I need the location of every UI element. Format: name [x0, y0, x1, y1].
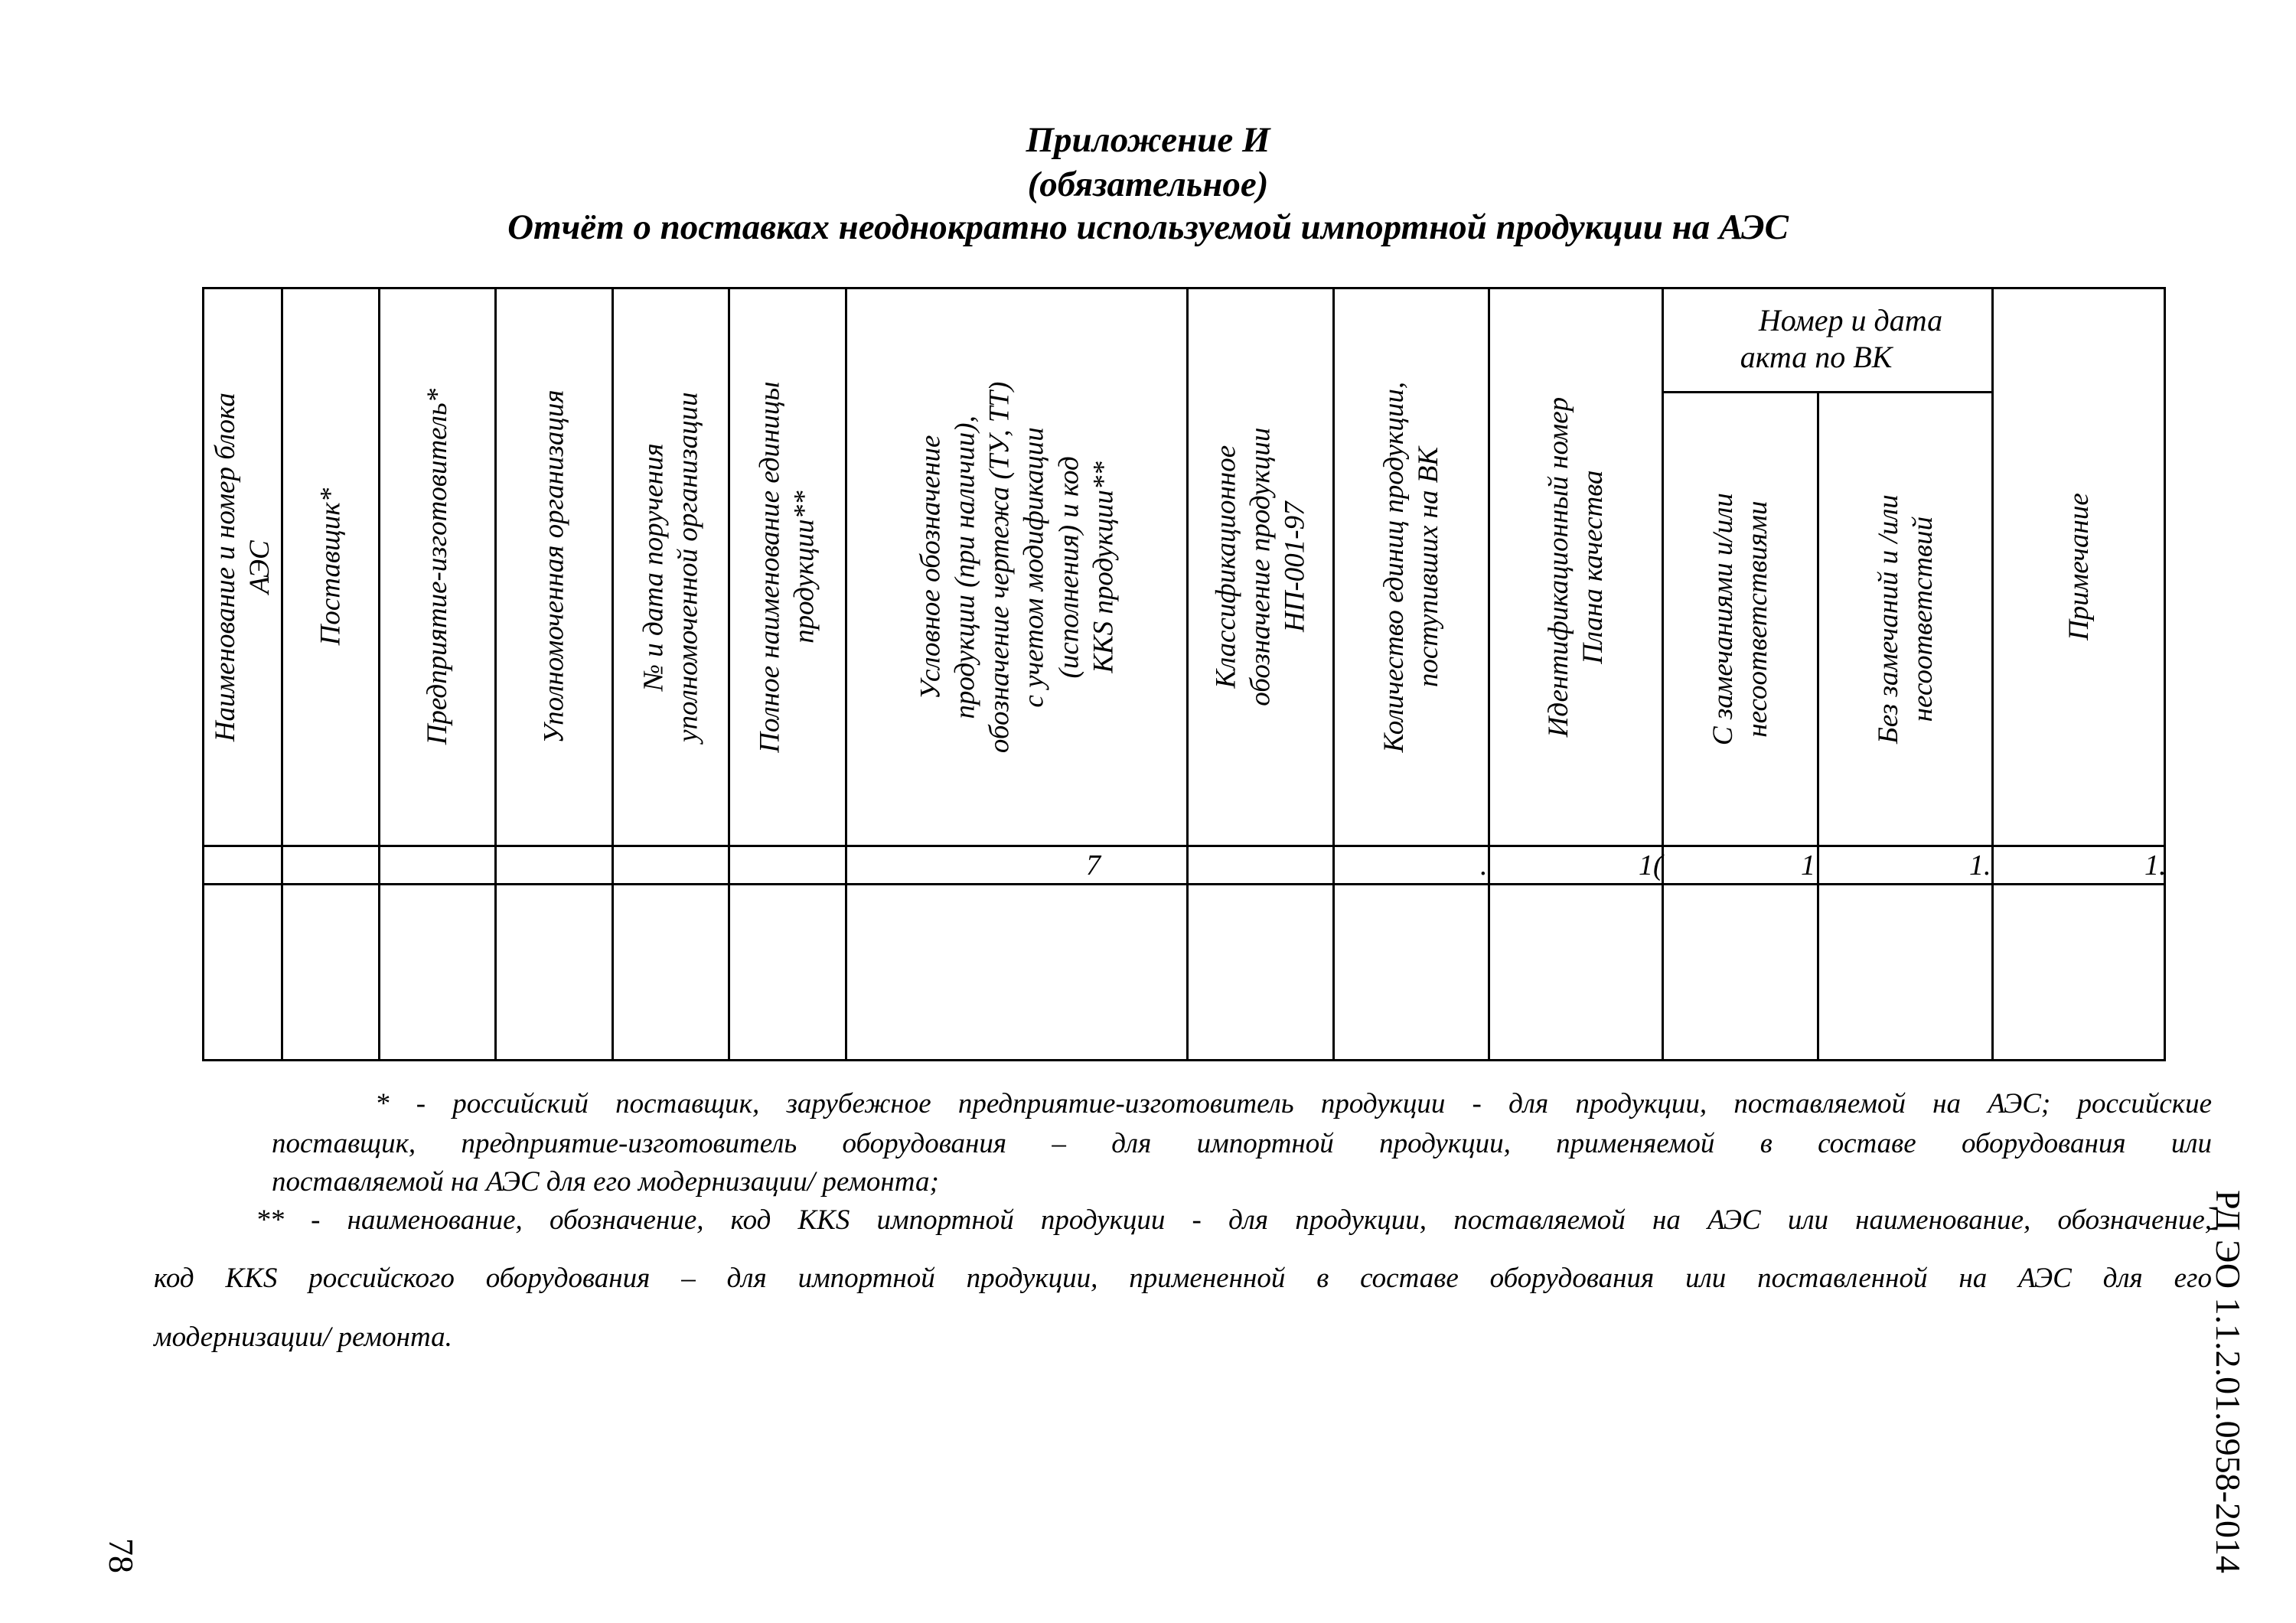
col-header-line: (исполнения) и код — [1052, 455, 1084, 679]
table-border-right — [2164, 287, 2166, 1061]
column-divider — [281, 287, 283, 1061]
column-number: 1. — [2144, 849, 2167, 882]
column-divider — [612, 287, 614, 1061]
table-border-left — [202, 287, 204, 1061]
col-header-line: Количество единиц продукции, — [1378, 381, 1410, 753]
col-header-line: обозначение чертежа (ТУ, ТТ) — [983, 381, 1016, 753]
footnote-2-line-2 — [154, 1264, 2212, 1292]
col-header-line: Без замечаний и /или — [1872, 494, 1904, 744]
col-header-line: Предприятие-изготовитель* — [421, 389, 453, 745]
col-header-note — [1994, 289, 2164, 845]
footnote-text: * - российский поставщик, зарубежное предприятие-изготовитель продукции - для продукции, поставляемой на АЭС; российские — [375, 1088, 2212, 1119]
column-number: . — [1480, 849, 1488, 882]
footnote-text: поставщик, предприятие-изготовитель оборудования – для импортной продукции, применяемой в составе оборудования или — [272, 1128, 2212, 1159]
footnote-text: модернизации/ ремонта. — [154, 1322, 452, 1353]
col-header-line: Уполномоченная организация — [538, 389, 570, 745]
col-header-npp-unit — [204, 289, 281, 845]
col-header-quality-plan-id — [1490, 289, 1662, 845]
group-header-line: акта по ВК — [1740, 340, 1893, 374]
column-divider — [1817, 391, 1819, 1061]
col-header-supplier — [283, 289, 378, 845]
col-header-quantity — [1335, 289, 1488, 845]
column-number: 1 — [1801, 849, 1815, 882]
col-header-classification — [1189, 289, 1332, 845]
col-group-header-inspection-act — [1664, 302, 1991, 376]
col-header-line: Идентификационный номер — [1542, 396, 1574, 738]
col-header-line: уполномоченной организации — [672, 392, 704, 742]
footnote-1-line-3 — [272, 1168, 939, 1196]
col-header-line: Наименование и номер блока — [209, 392, 241, 742]
footnote-text: ** - наименование, обозначение, код KKS импортной продукции - для продукции, поставляемой на АЭС или наименование, обозначение, — [256, 1204, 2212, 1236]
column-divider — [728, 287, 730, 1061]
col-header-product-name — [730, 289, 845, 845]
col-header-order-number — [614, 289, 728, 845]
column-number: 1( — [1639, 849, 1663, 882]
col-header-line: Классификационное — [1210, 445, 1242, 689]
col-header-line: KKS продукции** — [1087, 461, 1119, 673]
appendix-title: Приложение И — [1026, 120, 1270, 160]
column-number: 1. — [1969, 849, 1991, 882]
footnote-1-line-2 — [272, 1129, 2212, 1158]
col-header-product-designation — [847, 289, 1186, 845]
col-header-line: несоответствиями — [1742, 500, 1773, 738]
column-divider — [1488, 287, 1490, 1061]
group-header-line: Номер и дата — [1758, 303, 1943, 337]
col-header-authorized-org — [497, 289, 612, 845]
col-header-without-remarks — [1819, 393, 1991, 845]
column-divider — [845, 287, 847, 1061]
col-header-line: С замечаниями и/или — [1707, 493, 1739, 745]
column-divider — [494, 287, 497, 1061]
footnote-text: поставляемой на АЭС для его модернизации/ ремонта; — [272, 1166, 939, 1198]
footnote-1-line-1 — [375, 1090, 2212, 1118]
col-header-line: Условное обозначение — [915, 435, 947, 699]
col-header-with-remarks — [1664, 393, 1817, 845]
col-header-line: Поставщик* — [315, 488, 347, 646]
page-number: 78 — [102, 1538, 141, 1573]
col-header-line: поступивших на ВК — [1413, 446, 1444, 688]
column-divider — [1991, 287, 1994, 1061]
col-header-line: Примечание — [2063, 493, 2095, 641]
footnote-2-line-1 — [256, 1206, 2212, 1234]
col-header-line: АЭС — [244, 540, 276, 594]
column-divider — [1186, 287, 1189, 1061]
column-divider — [1662, 287, 1664, 1061]
column-divider — [1332, 287, 1335, 1061]
col-header-line: обозначение продукции — [1244, 427, 1277, 707]
document-code: РД ЭО 1.1.2.01.0958-2014 — [2209, 1190, 2248, 1573]
column-number: 7 — [1086, 849, 1101, 882]
col-header-line: продукции (при наличии), — [949, 415, 981, 719]
report-title: Отчёт о поставках неоднократно используемой импортной продукции на АЭС — [507, 207, 1789, 247]
col-header-line: НП-001-97 — [1279, 501, 1311, 633]
col-header-line: с учетом модификации — [1018, 426, 1050, 708]
footnote-2-line-3 — [154, 1323, 452, 1351]
column-divider — [378, 287, 380, 1061]
col-header-line: продукции** — [789, 490, 820, 644]
appendix-status: (обязательное) — [1027, 165, 1269, 204]
group-header-divider — [1662, 391, 1991, 393]
footnote-text: код KKS российского оборудования – для импортной продукции, примененной в составе оборудования или поставленной на АЭС для его — [154, 1263, 2212, 1294]
col-header-line: несоответствий — [1906, 516, 1939, 722]
col-header-line: № и дата поручения — [638, 443, 670, 691]
col-header-manufacturer — [380, 289, 494, 845]
col-header-line: Плана качества — [1577, 470, 1609, 664]
col-header-line: Полное наименование единицы — [754, 381, 786, 753]
